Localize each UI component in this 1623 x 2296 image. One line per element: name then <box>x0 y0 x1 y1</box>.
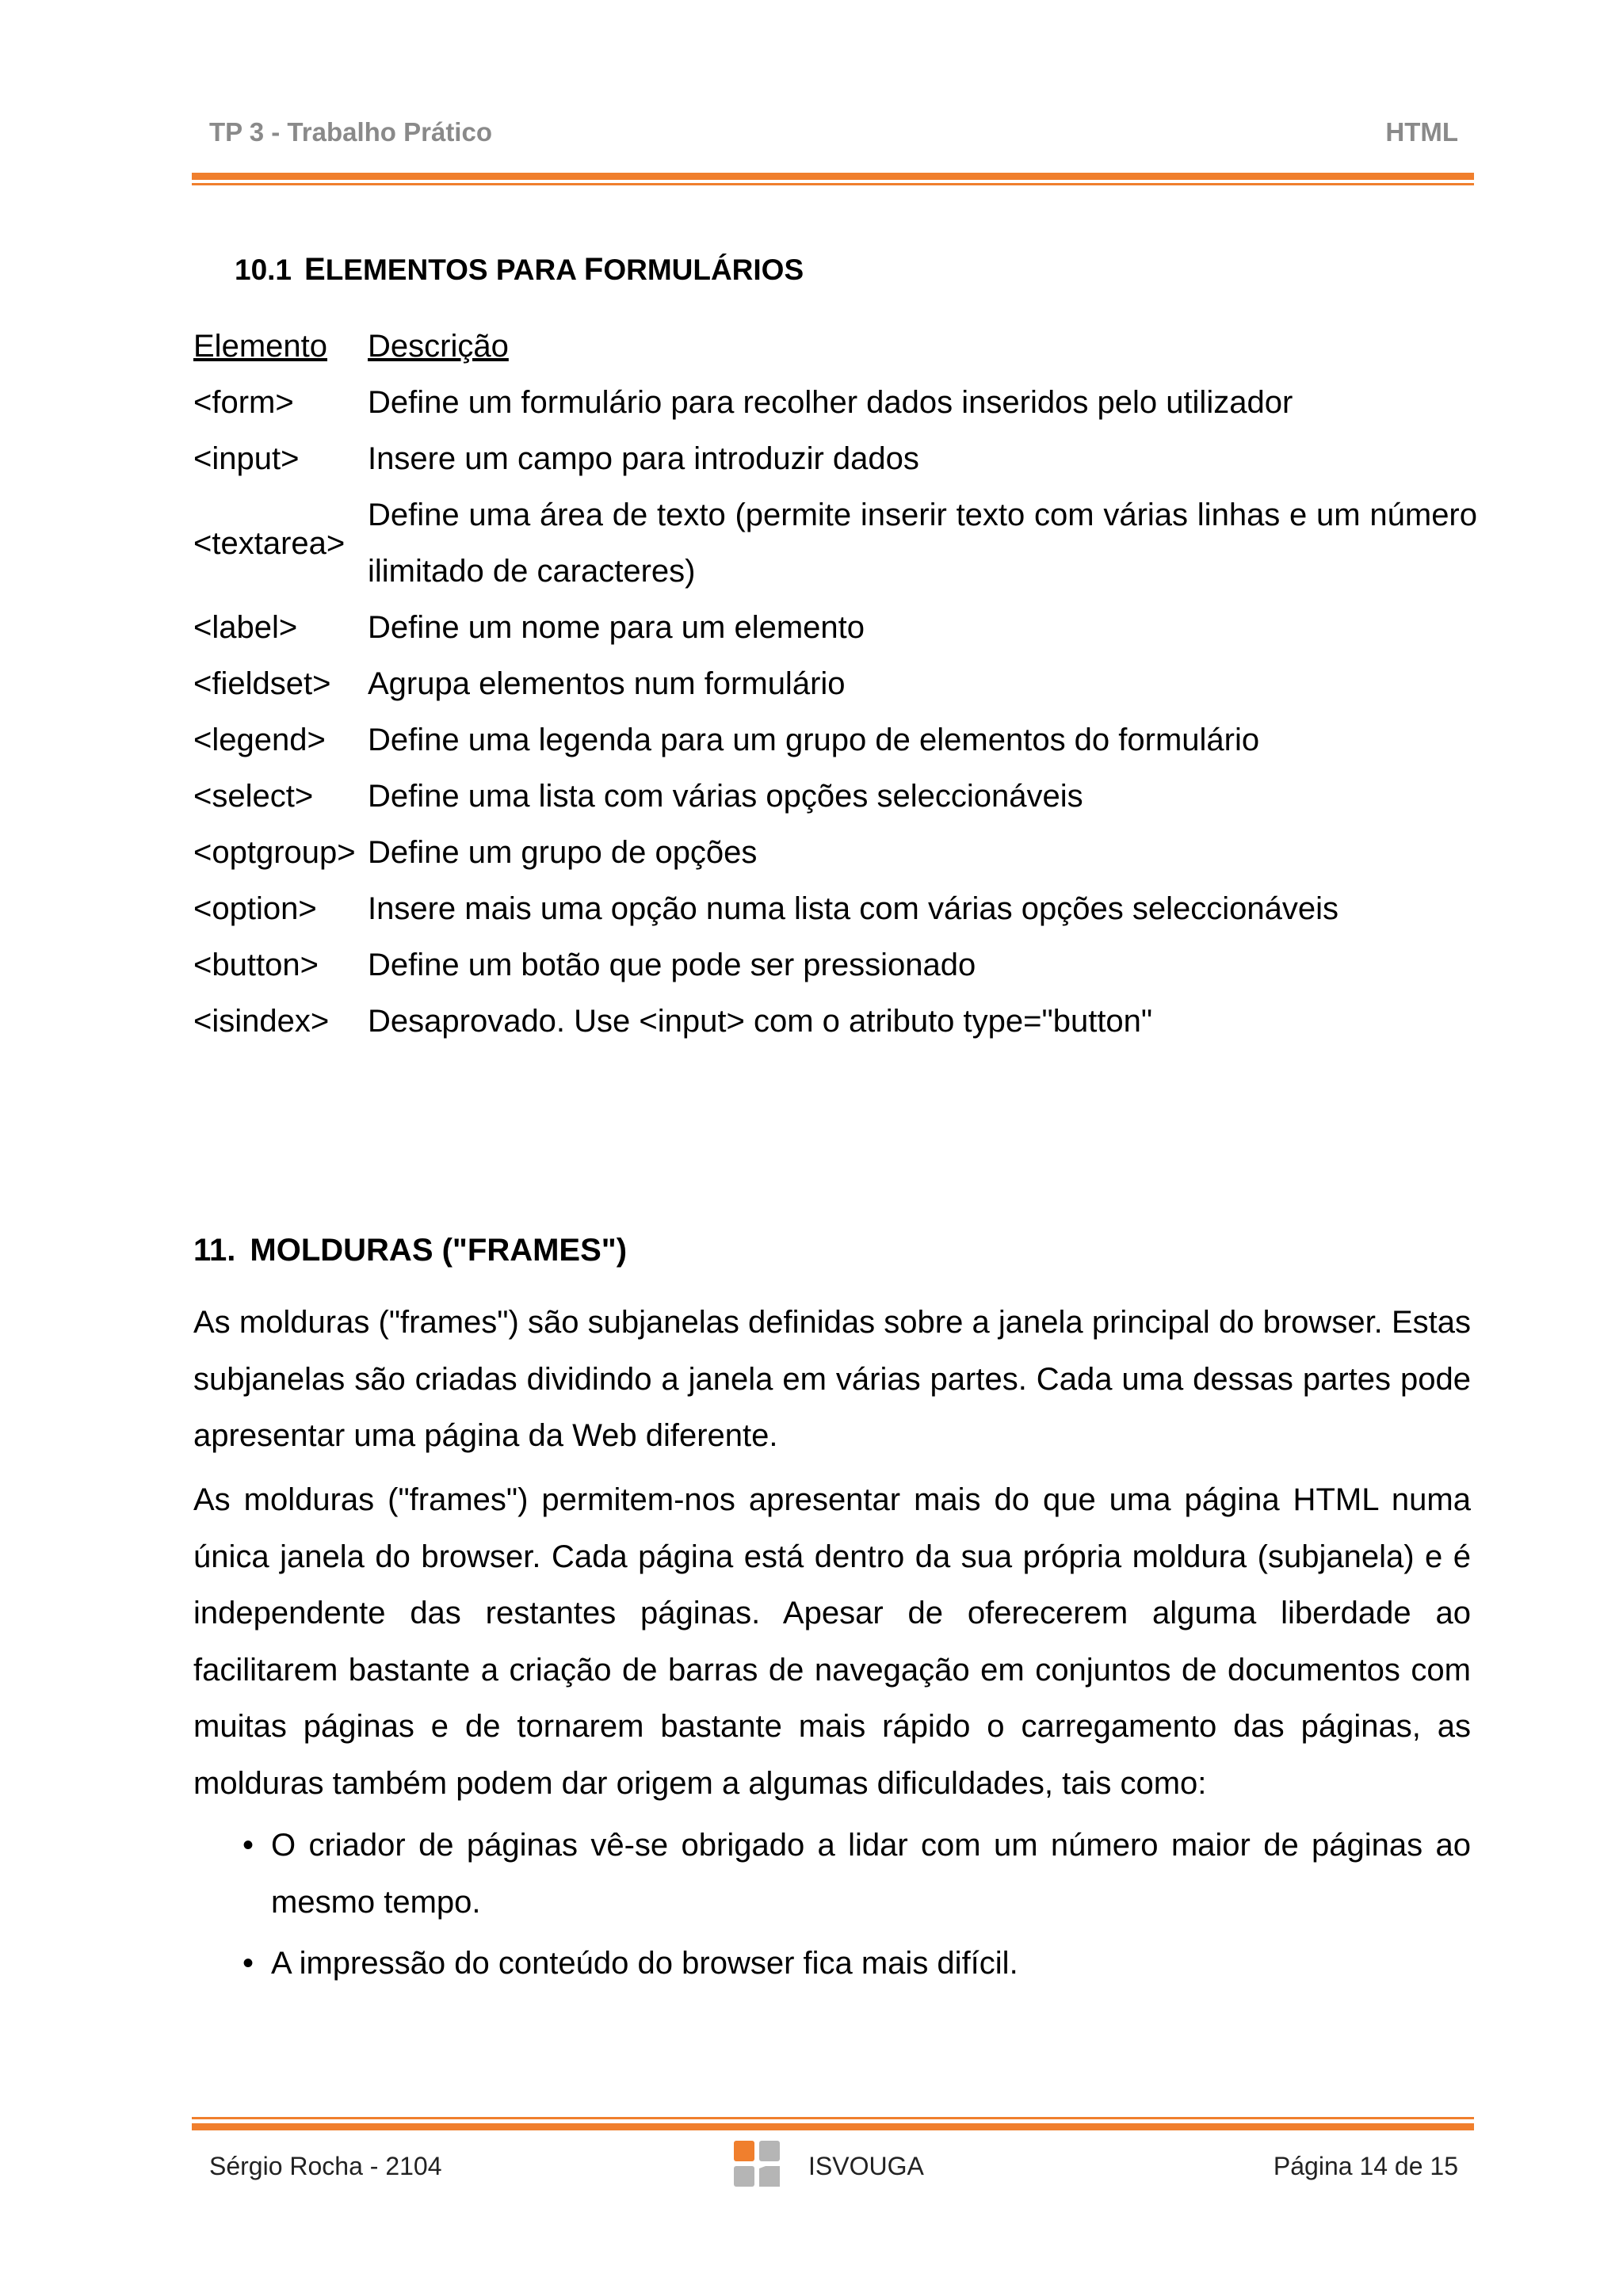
description-cell: Define uma legenda para um grupo de elementos do formulário <box>368 723 1260 757</box>
element-cell: <option> <box>193 891 317 926</box>
element-cell: <isindex> <box>193 1004 330 1039</box>
footer-rule-thick <box>192 2123 1474 2130</box>
table-row <box>193 937 1477 994</box>
element-cell: <label> <box>193 610 298 645</box>
description-cell: Insere mais uma opção numa lista com várias opções seleccionáveis <box>368 891 1339 926</box>
list-item: • A impressão do conteúdo do browser fica mais difícil. <box>193 1936 1471 1993</box>
paragraph: As molduras ("frames") permitem-nos apresentar mais do que uma página HTML numa única janela do browser. Cada página está dentro da sua própria moldura (subjanela) e é independente das restantes páginas. Apesar de oferecerem alguma liberdade ao facilitarem bastante a criação de barras de navegação em conjuntos de documentos com muitas páginas e de tornarem bastante mais rápido o carregamento das páginas, as molduras também podem dar origem a algumas dificuldades, tais como: <box>193 1482 1471 1801</box>
element-cell: <form> <box>193 385 294 420</box>
element-cell: <button> <box>193 948 319 982</box>
description-cell: Insere um campo para introduzir dados <box>368 441 919 476</box>
footer-page-number: Página 14 de 15 <box>1273 2152 1458 2180</box>
description-cell: Define uma área de texto (permite inserir texto com várias linhas e um número ilimitado de caracteres) <box>368 498 1477 589</box>
table-row <box>193 825 1477 881</box>
description-cell: Agrupa elementos num formulário <box>368 666 846 701</box>
section-10-1-heading: 10.1 ELEMENTOS PARA FORMULÁRIOS <box>235 252 804 287</box>
element-cell: <legend> <box>193 723 326 757</box>
element-cell: <textarea> <box>193 525 346 561</box>
description-cell: Define uma lista com várias opções seleccionáveis <box>368 779 1083 814</box>
header-subject: HTML <box>1385 117 1458 147</box>
footer-rule-thin <box>192 2117 1474 2119</box>
element-cell: <select> <box>193 779 314 814</box>
description-cell: Define um botão que pode ser pressionado <box>368 948 976 982</box>
bullet-list <box>193 1817 1471 1997</box>
table-row <box>193 712 1477 769</box>
section-number: 10.1 <box>235 254 292 286</box>
table-row <box>193 994 1477 1050</box>
section-title: MOLDURAS ("FRAMES") <box>250 1233 628 1268</box>
column-header-element: Elemento <box>193 329 327 364</box>
description-cell: Define um grupo de opções <box>368 835 758 870</box>
section-11-heading <box>193 1233 627 1268</box>
bullet-icon: • <box>242 1946 254 1981</box>
table-row <box>193 769 1477 825</box>
column-header-description: Descrição <box>368 329 509 364</box>
paragraph: As molduras ("frames") são subjanelas definidas sobre a janela principal do browser. Estas subjanelas são criadas dividindo a janela em várias partes. Cada uma dessas partes pode apresentar uma página da Web diferente. <box>193 1305 1471 1453</box>
table-row <box>193 600 1477 656</box>
table-row <box>193 431 1477 487</box>
footer-institution: ISVOUGA <box>808 2152 924 2180</box>
table-row <box>193 881 1477 937</box>
form-elements-table <box>193 318 1477 1050</box>
header-course-title: TP 3 - Trabalho Prático <box>209 117 492 147</box>
isvouga-logo-icon <box>734 2141 780 2187</box>
element-cell: <input> <box>193 441 300 476</box>
list-item: • O criador de páginas vê-se obrigado a lidar com um número maior de páginas ao mesmo tempo. <box>193 1817 1471 1931</box>
header-rule-thick <box>192 173 1474 180</box>
header-rule-thin <box>192 183 1474 185</box>
bullet-icon: • <box>242 1828 254 1863</box>
element-cell: <optgroup> <box>193 835 356 870</box>
element-cell: <fieldset> <box>193 666 331 701</box>
section-number: 11. <box>193 1233 236 1268</box>
description-cell: Desaprovado. Use <input> com o atributo type="button" <box>368 1004 1153 1039</box>
table-row <box>193 375 1477 431</box>
footer-author: Sérgio Rocha - 2104 <box>209 2152 442 2180</box>
description-cell: Define um formulário para recolher dados inseridos pelo utilizador <box>368 385 1293 420</box>
table-row <box>193 487 1477 600</box>
table-row <box>193 656 1477 712</box>
table-header-row <box>193 318 1477 375</box>
description-cell: Define um nome para um elemento <box>368 610 865 645</box>
